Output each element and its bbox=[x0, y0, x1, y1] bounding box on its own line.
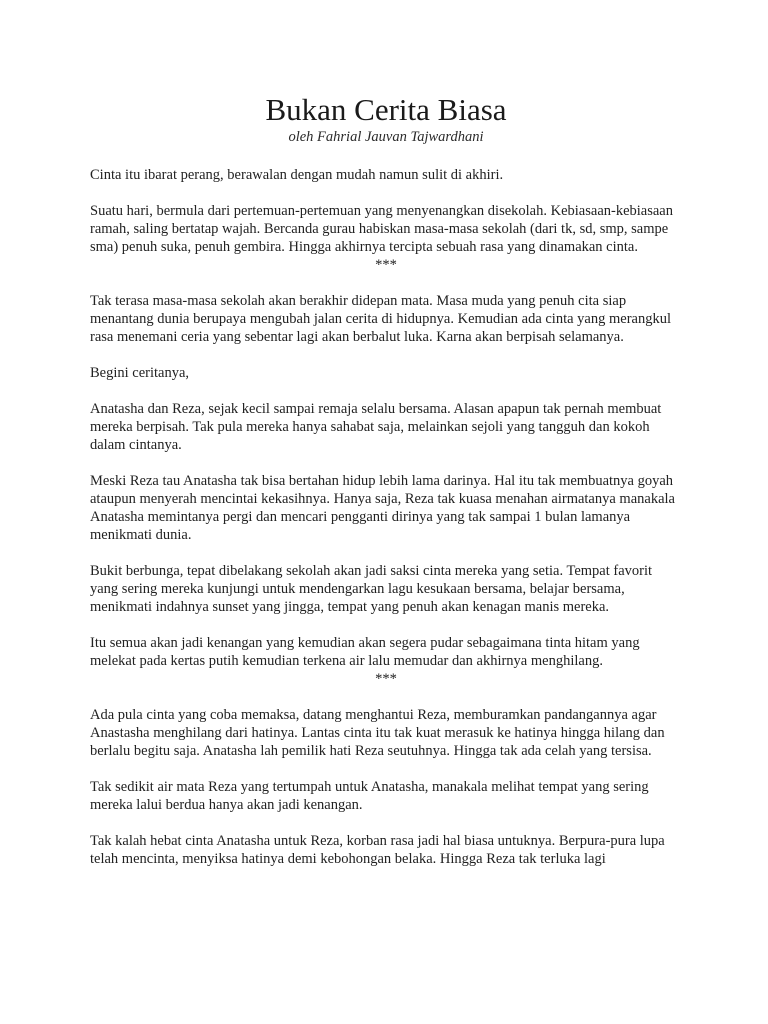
paragraph-1: Cinta itu ibarat perang, berawalan dengan mudah namun sulit di akhiri. bbox=[90, 167, 504, 183]
paragraph-2: Suatu hari, bermula dari pertemuan-pertemuan yang menyenangkan disekolah. Kebiasaan-kebiasaan ramah, saling bertatap wajah. Bercanda gurau habiskan masa-masa sekolah (dari tk, sd, smp, sampe sma) penuh suka, penuh gembira. Hingga akhirnya tercipta sebuah rasa yang dinamakan cinta. bbox=[90, 203, 673, 255]
paragraph-7: Bukit berbunga, tepat dibelakang sekolah akan jadi saksi cinta mereka yang setia. Tempat favorit yang sering mereka kunjungi untuk mendengarkan lagu kesukaan bersama, belajar bersama, menikmati indahnya sunset yang jingga, tempat yang penuh akan kenagan manis mereka. bbox=[90, 563, 653, 615]
paragraph-6: Meski Reza tau Anatasha tak bisa bertahan hidup lebih lama darinya. Hal itu tak membuatnya goyah ataupun menyerah mencintai kekasihnya. Hanya saja, Reza tak kuasa menahan airmatanya manakala Anatasha memintanya pergi dan mencari pengganti dirinya yang tak sampai 1 bulan lamanya menikmati dunia. bbox=[90, 473, 675, 543]
author-byline: oleh Fahrial Jauvan Tajwardhani bbox=[288, 129, 484, 145]
section-separator-1: *** bbox=[375, 257, 397, 273]
section-separator-2: *** bbox=[375, 671, 397, 687]
paragraph-11: Tak kalah hebat cinta Anatasha untuk Reza, korban rasa jadi hal biasa untuknya. Berpura-pura lupa telah mencinta, menyiksa hatinya demi kebohongan belaka. Hingga Reza tak terluka lagi bbox=[90, 833, 665, 867]
paragraph-10: Tak sedikit air mata Reza yang tertumpah untuk Anatasha, manakala melihat tempat yang sering mereka lalui berdua hanya akan jadi kenangan. bbox=[90, 779, 649, 813]
paragraph-4: Begini ceritanya, bbox=[90, 365, 190, 381]
document-title: Bukan Cerita Biasa bbox=[265, 92, 507, 127]
paragraph-8: Itu semua akan jadi kenangan yang kemudian akan segera pudar sebagaimana tinta hitam yang melekat pada kertas putih kemudian terkena air lalu memudar dan akhirnya menghilang. bbox=[90, 635, 640, 669]
paragraph-9: Ada pula cinta yang coba memaksa, datang menghantui Reza, memburamkan pandangannya agar Anastasha menghilang dari hatinya. Lantas cinta itu tak kuat merasuk ke hatinya hingga hilang dan berlalu begitu saja. Anatasha lah pemilik hati Reza seutuhnya. Hingga tak ada celah yang tersisa. bbox=[90, 707, 665, 759]
paragraph-3: Tak terasa masa-masa sekolah akan berakhir didepan mata. Masa muda yang penuh cita siap menantang dunia berupaya mengubah jalan cerita di hidupnya. Kemudian ada cinta yang merangkul rasa menemani ceria yang sebentar lagi akan berbalut luka. Karna akan berpisah selamanya. bbox=[90, 293, 671, 345]
paragraph-5: Anatasha dan Reza, sejak kecil sampai remaja selalu bersama. Alasan apapun tak pernah membuat mereka berpisah. Tak pula mereka hanya sahabat saja, melainkan sejoli yang tangguh dan kokoh dalam cintanya. bbox=[90, 401, 662, 453]
document-page bbox=[90, 92, 682, 886]
